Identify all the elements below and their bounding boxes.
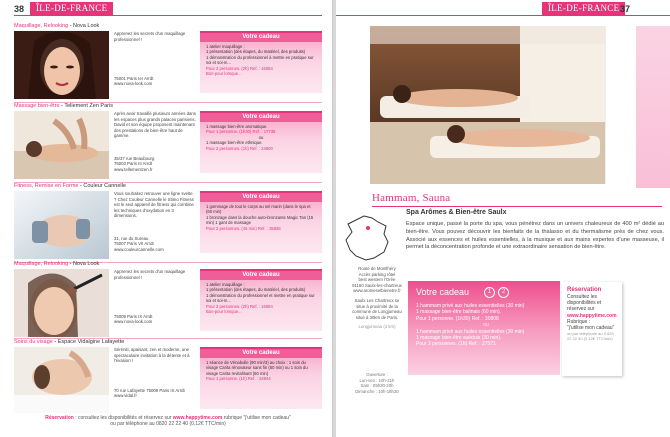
reservation-text: Consultez les disponibilités et réservez sur — [567, 294, 602, 313]
gift-price: Pour 2 personnes. (1h) Ref. : 24800 — [206, 145, 273, 151]
entry-address: 75009 Paris IX Arrdt www.nova-look.com — [114, 314, 153, 325]
gift-line: 1 présentation (des étapes, du matériel, des produits) — [206, 49, 306, 55]
header-rule — [14, 15, 322, 16]
gift-title: Votre cadeau — [416, 287, 470, 297]
section-band: ÎLE-DE-FRANCE — [542, 2, 625, 15]
header-rule — [336, 15, 670, 16]
gift-title: Votre cadeau — [200, 349, 322, 358]
page-number: 37 — [620, 4, 631, 14]
person-count-icon: 1 — [484, 287, 495, 298]
listing-entry — [14, 338, 322, 418]
gift-extra: Bon-pour lorsque... — [206, 71, 242, 77]
category-heading: Hammam, Sauna — [372, 192, 451, 204]
gift-line: 1 bronzage dans la douche auto-bronzante Magic Tan (15 min) 1 gant de massage — [206, 214, 314, 226]
gift-title: Votre cadeau — [200, 33, 322, 42]
gift-or: ou — [483, 322, 489, 329]
gift-line: 1 démonstration du professionnel et mettre en pratique sur soi et soi-m... — [206, 292, 315, 304]
gift-box — [200, 191, 322, 253]
page-number: 38 — [14, 4, 25, 14]
opening-hours — [350, 372, 404, 394]
entry-photo-makeup — [14, 31, 109, 99]
reservation-label: Réservation — [45, 415, 74, 421]
hammam-photo — [370, 26, 606, 184]
spa-address — [350, 266, 404, 330]
spa-access-extra: Longjumeau (4 km) — [358, 324, 396, 330]
gift-line: 1 atelier maquillage : — [206, 44, 245, 49]
gift-line: 1 massage bien-être aromatique. — [206, 124, 268, 129]
spa-address-text: Route de Montlhéry Accès parking rôtel best western l'Orée 91160 Saulx-les-chartreux www.aromesetbienetre.fr — [352, 266, 402, 294]
gift-line: 1 hammam privé aux huiles essentielles (30 min) — [416, 328, 525, 335]
gift-line: Pour 1 personne. (1h30) Ref. : 17736 — [206, 129, 276, 135]
entry-address: 35/37 rue Beaubourg 75003 Paris III Arrdt www.tellementzen.fr — [114, 156, 155, 172]
gift-box-main — [408, 281, 560, 375]
section-band: ÎLE-DE-FRANCE — [30, 2, 113, 15]
entry-address: 70 rue Lafayette 75009 Paris IX Arrdt www.vidal.fr — [114, 388, 185, 399]
entry-title: Massage bien-être - Tellement Zen Paris — [14, 103, 113, 109]
spa-access-text: Saulx Les Chartreux se situe à proximité de la commune de Longjumeau situé à 30km de Paris. — [352, 297, 402, 320]
gift-box — [200, 269, 322, 331]
reservation-rubrique: Rubrique : "j'utilise mon cadeau" — [567, 318, 615, 332]
entry-description: Apprenez les secrets d'un maquillage professionnel ! — [114, 31, 186, 42]
gift-price: Pour 2 personnes. (1h) Ref. : 27571 — [416, 341, 496, 348]
entry-description: Séréniti, apaisant, zen et moderne, une spectaculaire invitation à la détente et à l'évasion ! — [114, 347, 190, 364]
gift-extra: Bon-pour lorsque... — [206, 309, 242, 315]
reservation-site-link[interactable]: www.happytime.com — [567, 312, 617, 319]
gift-price: Pour 2 personnes. (45 min) Ref. : 35836 — [206, 225, 281, 231]
reservation-title: Réservation — [567, 287, 602, 293]
entry-photo-makeup-brush — [14, 269, 109, 337]
gift-line: 1 massage bien-être ethnique. — [206, 140, 263, 146]
decorative-strip — [636, 26, 670, 188]
gift-line: 1 présentation (des étapes, du matériel, des produits) — [206, 287, 306, 293]
entry-description: Apprenez les secrets d'un maquillage professionnel ! — [114, 269, 186, 280]
gift-line: 1 démonstration du professionnel à mettre en pratique sur soi et soi-m... — [206, 54, 314, 66]
hours-text: Lun-ven : 10h-21h Sam : 09h30-20h Dimanche : 10h-18h30 — [355, 377, 399, 394]
gift-line: 1 massage bien-être balinais (60 min). — [416, 309, 502, 316]
gift-title: Votre cadeau — [200, 271, 322, 280]
listing-entry — [14, 182, 322, 262]
entry-title: Maquillage, Relooking - Nova Look — [14, 261, 100, 267]
entry-address: 75001 Paris Ier Arrdt www.nova-look.com — [114, 76, 154, 87]
heading-rule — [372, 206, 662, 207]
gift-line: 1 hammam privé aux huiles essentielles (30 min) — [416, 303, 525, 309]
listing-entry — [14, 102, 322, 182]
reservation-footer — [14, 415, 322, 427]
gift-box — [200, 347, 322, 409]
gift-line: 1 massage bien-être suédois (30 min). — [416, 335, 502, 342]
gift-price: Pour 2 personnes. (2h) Ref. : 16084 — [206, 303, 273, 309]
gift-title: Votre cadeau — [200, 113, 322, 122]
spa-name: Spa Arômes & Bien-être Saulx — [406, 209, 507, 216]
entry-title: Soins du visage - Espace Vidalgine Lafayette — [14, 339, 125, 345]
entry-description: Vous souhaitez retrouver une ligne svelte ? Chez Couleur Cannelle le Stimo Fitness est le seul appareil de fitness qui combine les techniques d'oxydation en 3 dimensions. — [114, 191, 194, 219]
reservation-text: : consultez les disponibilités et réservez sur — [73, 415, 173, 421]
gift-line: 1 séance de Vénabulle (90 min/3) au choix : 1 soin du visage Carita rénovateur sans fin (60 min) ou 1 soin du visage Carita revitalisant (60 min) — [206, 360, 308, 376]
gift-line: 1 gommage de tout le corps au sel marin (dans le spa et (60 min) — [206, 204, 311, 215]
reservation-phone: ou par téléphone au 0 820 22 22 40 (0,12€ TTC/min) — [567, 331, 614, 342]
person-count-icon: 2 — [498, 287, 509, 298]
listing-entry — [14, 260, 322, 340]
reservation-phone: ou par téléphone au 0820 22 22 40 (0,12€ TTC/min) — [110, 421, 226, 427]
reservation-box — [562, 282, 622, 376]
entry-address: 31, rue du Sureau 75007 Paris VII Arrdt www.couleurcannelle.com — [114, 236, 164, 252]
gift-or: ou — [258, 134, 264, 140]
entry-title: Fitness, Remise en Forme - Couleur Cannelle — [14, 183, 126, 189]
gift-box — [200, 111, 322, 173]
spa-description: Espace unique, passé la porte du spa, vous pénétrez dans un univers chaleureux de 400 m² dédié au bien-être. Vous pouvez découvrir les bienfaits de la thalasso et du thermalisme près de chez vous. Associé aux essences et huiles essentielles, à la musique et aux mains expertes d'une masseuse, il permet la déconcentration profonde et une extraordinaire sensation de bien-être. — [406, 221, 664, 251]
gift-title: Votre cadeau — [200, 193, 322, 202]
entry-title: Maquillage, Relooking - Nova Look — [14, 23, 100, 29]
entry-description: Après avoir travaillé plusieurs années dans les espaces plus grands palaces parisiens, David et son équipe proposent maintenant des prestations de bien-être haut de gamme. — [114, 111, 196, 139]
entry-photo-massage — [14, 111, 109, 179]
left-page — [0, 0, 333, 437]
gift-line: 1 atelier maquillage : — [206, 282, 245, 287]
gift-price: Pour 1 personne. (1h) Ref. : 34844 — [206, 376, 271, 382]
listing-entry — [14, 22, 322, 102]
hours-title: Ouverture : — [366, 372, 388, 377]
gift-price: Pour 1 personne. (1h30) Ref. : 30808 — [416, 315, 499, 322]
right-page — [336, 0, 670, 437]
gift-box — [200, 31, 322, 93]
entry-photo-facial — [14, 347, 109, 413]
gift-price: Pour 2 personnes. (2h) Ref. : 16084 — [206, 65, 273, 71]
france-map-icon — [344, 214, 390, 262]
reservation-site-link[interactable]: www.happytime.com — [172, 415, 223, 421]
reservation-rubrique: rubrique "j'utilise mon cadeau" — [222, 415, 291, 421]
entry-photo-fitness — [14, 191, 109, 259]
